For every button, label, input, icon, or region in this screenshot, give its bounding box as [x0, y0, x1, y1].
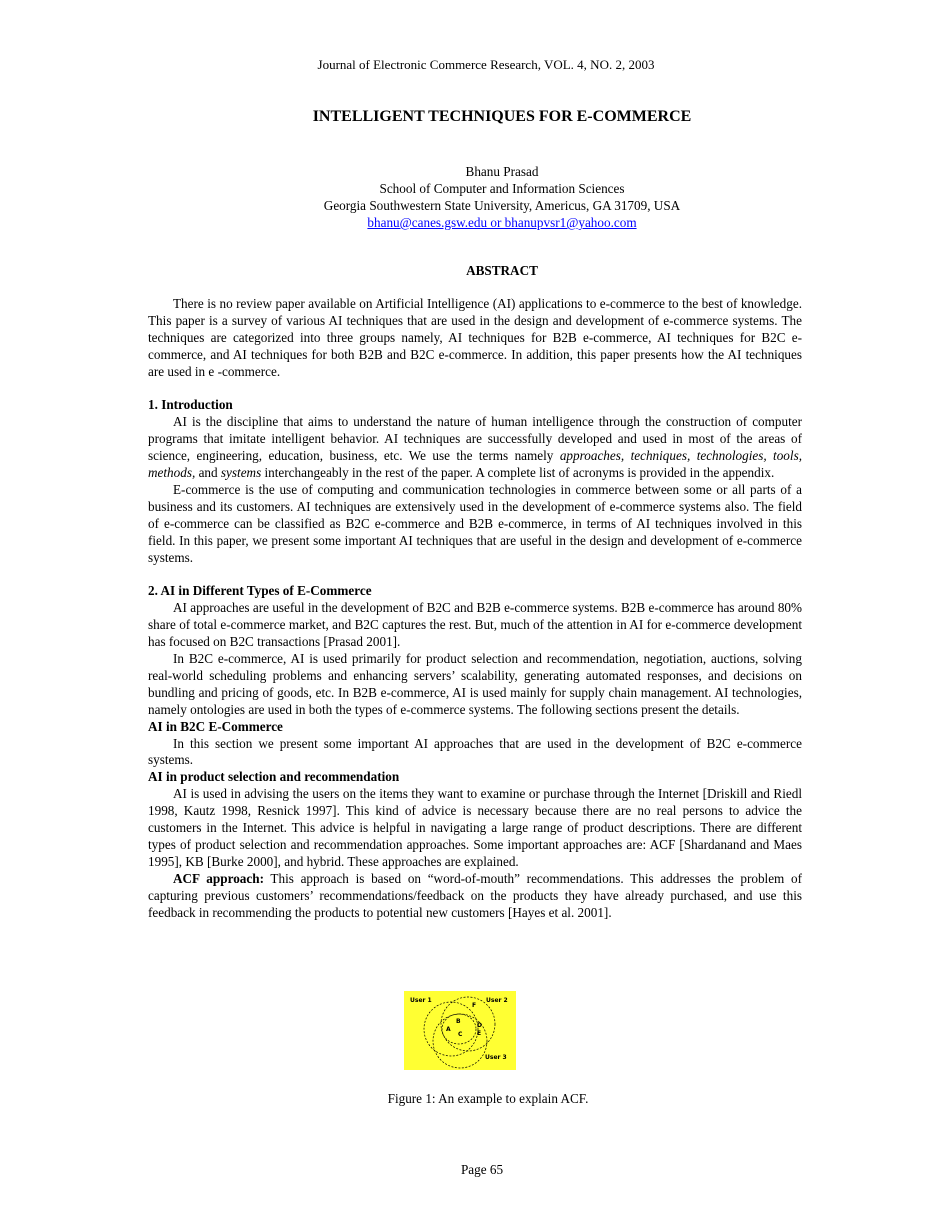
label-b: B	[456, 1018, 461, 1025]
acf-venn-figure	[404, 991, 516, 1070]
label-e: E	[477, 1030, 482, 1037]
abstract-heading: ABSTRACT	[466, 263, 538, 278]
figure-caption: Figure 1: An example to explain ACF.	[387, 1091, 589, 1106]
label-c: C	[458, 1031, 463, 1038]
venn-circle-user1	[424, 1002, 478, 1056]
label-user1: User 1	[410, 997, 432, 1004]
section-2-paragraph-1: AI approaches are useful in the development of B2C and B2B e-commerce systems. B2B e-commerce has around 80% share of total e-commerce market, and B2C captures the rest. But, much of the attention in AI for e-commerce development has focused on B2C transactions [Prasad 2001].	[148, 600, 802, 650]
page-number: Page 65	[460, 1162, 504, 1177]
section-1-paragraph-2: E-commerce is the use of computing and communication technologies in commerce between some or all parts of a business and its customers. AI techniques are extensively used in the development of e-commerce systems also. The field of e-commerce can be classified as B2C e-commerce and B2B e-commerce, in terms of AI techniques involved in this field. In this paper, we present some important AI techniques that are useful in the design and development of e-commerce systems.	[148, 481, 802, 565]
subsection-product-text: AI is used in advising the users on the items they want to examine or purchase through the Internet [Driskill and Riedl 1998, Kautz 1998, Resnick 1997]. This kind of advice is necessary because there are no real persons to advice the customers in the Internet. This advice is helpful in navigating a large range of product descriptions. There are different types of product selection and recommendation approaches. Some important approaches are: ACF [Shardanand and Maes 1995], KB [Burke 2000], and hybrid. These approaches are explained.	[148, 786, 802, 869]
section-1-paragraph-1: AI is the discipline that aims to understand the nature of human intelligence through the construction of computer programs that imitate intelligent behavior. AI techniques are successfully developed and used in most of the areas of science, engineering, education, business, etc. We use the terms namely approaches, techniques, technologies, tools, methods, and systems interchangeably in the rest of the paper. A complete list of acronyms is provided in the appendix.	[148, 414, 802, 481]
author-dept: School of Computer and Information Sciences	[379, 181, 625, 196]
label-a: A	[446, 1026, 451, 1033]
abstract-text: There is no review paper available on Artificial Intelligence (AI) applications to e-commerce to the best of knowledge. This paper is a survey of various AI techniques that are used in the design and development of e-commerce systems. The techniques are categorized into three groups namely, AI techniques for B2B e-commerce, AI techniques for B2C e-commerce, and AI techniques for both B2B and B2C e-commerce. In addition, this paper presents how the AI techniques are used in e -commerce.	[148, 296, 802, 379]
paper-body	[148, 296, 802, 922]
journal-header: Journal of Electronic Commerce Research, VOL. 4, NO. 2, 2003	[317, 57, 655, 72]
label-f: F	[472, 1002, 477, 1009]
author-email-link[interactable]: bhanu@canes.gsw.edu or bhanupvsr1@yahoo.com	[367, 215, 637, 230]
author-affiliation: Georgia Southwestern State University, Americus, GA 31709, USA	[323, 198, 681, 213]
subsection-b2c-text: In this section we present some important AI approaches that are used in the development of B2C e-commerce systems.	[148, 735, 802, 768]
subsection-product-heading: AI in product selection and recommendation	[148, 769, 400, 785]
acf-paragraph: ACF approach: This approach is based on “word-of-mouth” recommendations. This addresses the problem of capturing previous customers’ recommendations/feedback on the products they have already purchased, and use this feedback in recommending the products to potential new customers [Hayes et al. 2001].	[148, 870, 803, 920]
author-name: Bhanu Prasad	[465, 164, 539, 179]
section-2-heading: 2. AI in Different Types of E-Commerce	[148, 583, 372, 599]
subsection-b2c-heading: AI in B2C E-Commerce	[148, 718, 283, 734]
label-user3: User 3	[485, 1054, 507, 1061]
venn-diagram	[404, 991, 516, 1070]
section-2-paragraph-2: In B2C e-commerce, AI is used primarily for product selection and recommendation, negotiation, auctions, solving real-world scheduling problems and enhancing servers’ scalability, generating automated responses, and decisions on bundling and pricing of goods, etc. In B2B e-commerce, AI is used mainly for supply chain management. AI technologies, namely ontologies are used in both the types of e-commerce systems. The following sections present the details.	[148, 651, 802, 717]
label-user2: User 2	[486, 997, 508, 1004]
author-block	[0, 163, 952, 231]
section-1-heading: 1. Introduction	[148, 397, 233, 413]
label-d: D	[477, 1022, 482, 1029]
paper-title: INTELLIGENT TECHNIQUES FOR E-COMMERCE	[312, 108, 692, 125]
